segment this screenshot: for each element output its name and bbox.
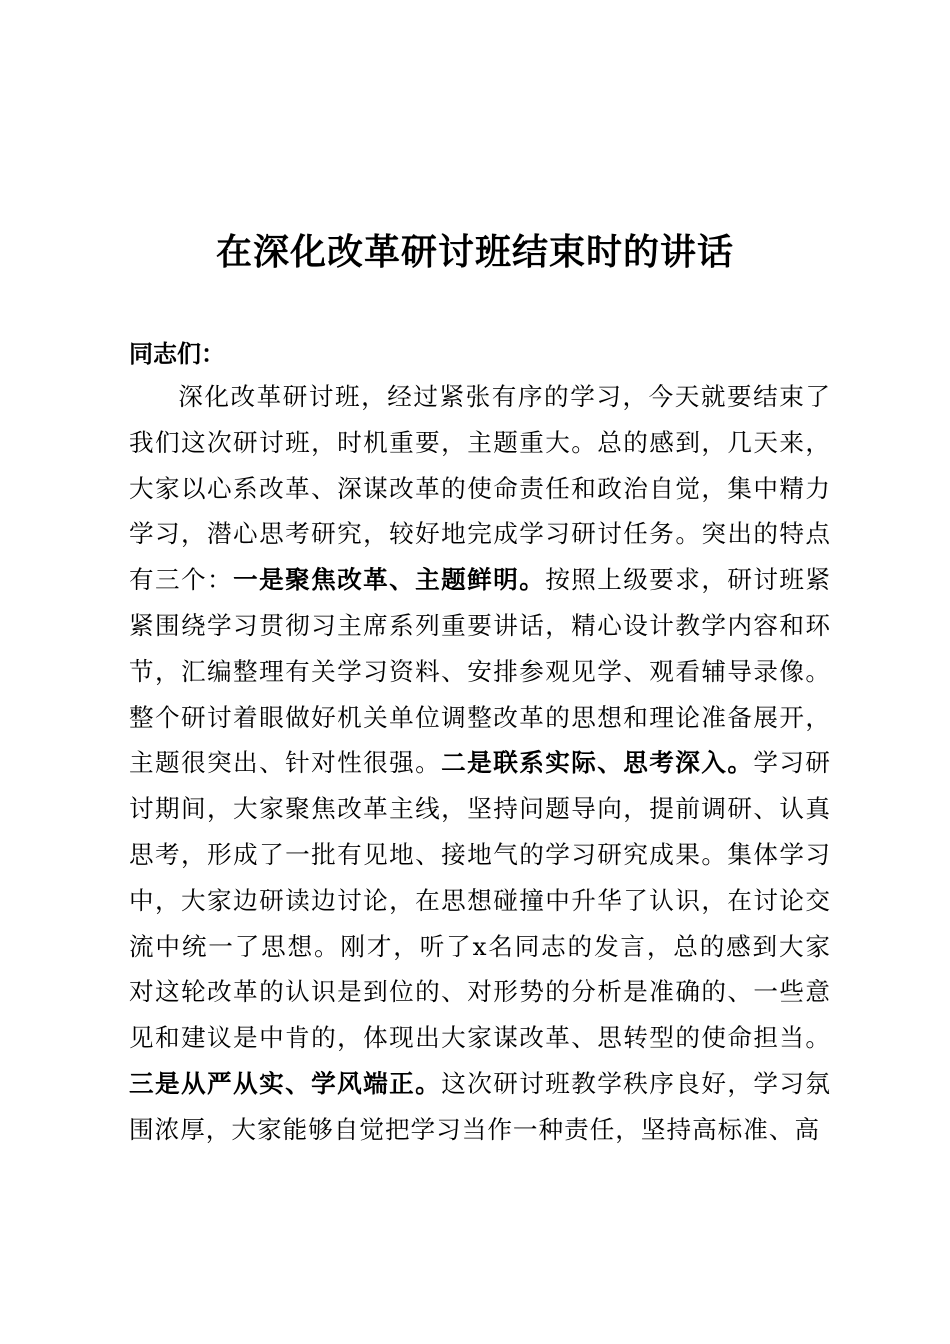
highlight-point-two: 二是联系实际、思考深入。 — [441, 748, 754, 778]
salutation: 同志们： — [129, 340, 225, 368]
body-paragraph — [129, 374, 831, 1153]
text-run: 深化改革研讨班，经过紧张有序的学习，今天就要结束了我们这次研讨班，时机重要，主题重大。总的感到，几天来，大家以心系改革、深谋改革的使命责任和政治自觉，集中精力学习，潜心思考研究，较好地完成学习研讨任务。突出的特点有三个： — [129, 382, 831, 595]
highlight-point-one: 一是聚焦改革、主题鲜明。 — [233, 565, 546, 595]
text-run: 按照上级要求，研讨班紧紧围绕学习贯彻习主席系列重要讲话，精心设计教学内容和环节，汇编整理有关学习资料、安排参观见学、观看辅导录像。整个研讨着眼做好机关单位调整改革的思想和理论准备展开，主题很突出、针对性很强。 — [129, 565, 831, 778]
text-run: 这次研讨班教学秩序良好，学习氛围浓厚，大家能够自觉把学习当作一种责任，坚持高标准、高 — [129, 1068, 831, 1144]
document-title: 在深化改革研讨班结束时的讲话 — [215, 231, 734, 273]
highlight-point-three: 三是从严从实、学风端正。 — [129, 1068, 442, 1098]
text-run: 学习研讨期间，大家聚焦改革主线，坚持问题导向，提前调研、认真思考，形成了一批有见地、接地气的学习研究成果。集体学习中，大家边研读边讨论，在思想碰撞中升华了认识，在讨论交流中统一了思想。刚才，听了x名同志的发言，总的感到大家对这轮改革的认识是到位的、对形势的分析是准确的、一些意见和建议是中肯的，体现出大家谋改革、思转型的使命担当。 — [129, 748, 831, 1053]
